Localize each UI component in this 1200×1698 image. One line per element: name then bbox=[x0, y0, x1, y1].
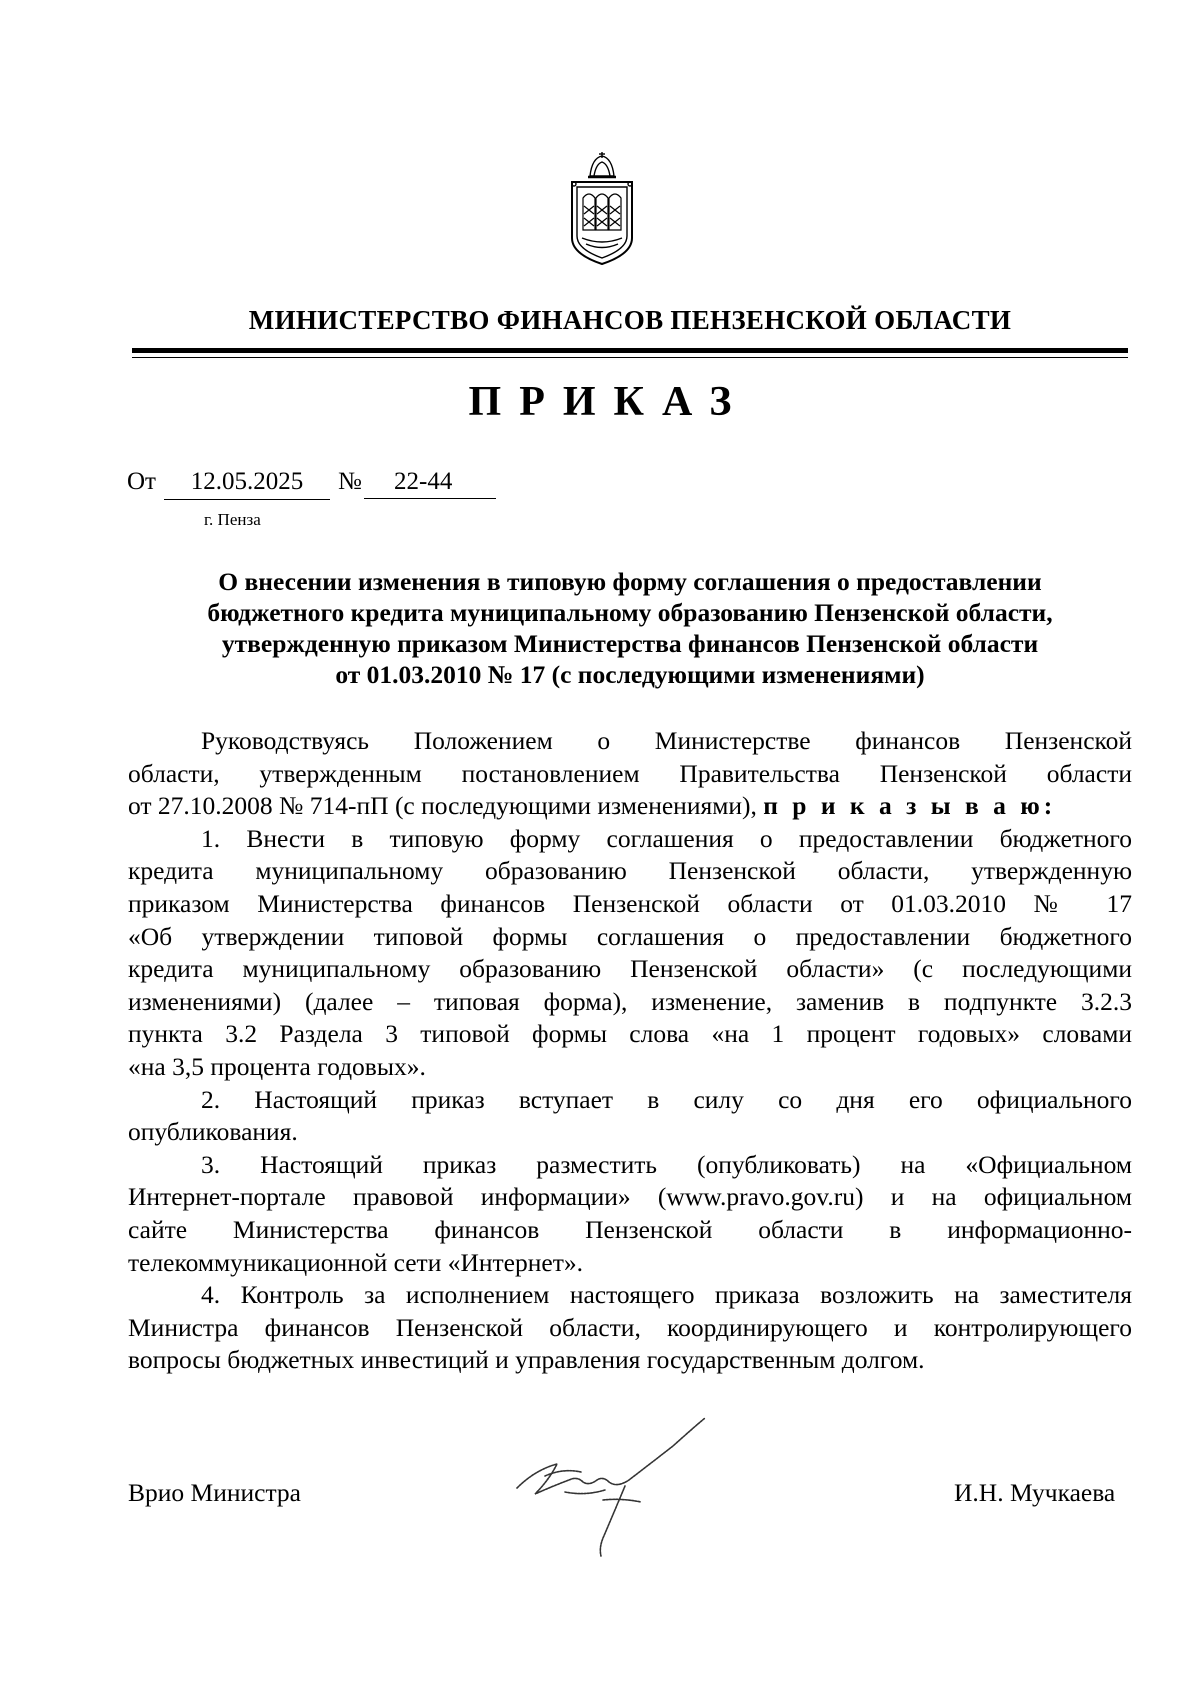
body-line: Министра финансов Пензенской области, координирующего и контролирующего bbox=[128, 1312, 1132, 1342]
body-line: Интернет-портале правовой информации» (www.pravo.gov.ru) и на официальном bbox=[128, 1182, 1132, 1212]
body-line: 3. Настоящий приказ разместить (опубликовать) на «Официальном bbox=[201, 1149, 1132, 1179]
order-date: 12.05.2025 bbox=[164, 468, 330, 500]
handwritten-signature-icon bbox=[505, 1410, 745, 1560]
directive-word: п р и к а з ы в а ю: bbox=[763, 791, 1057, 821]
body-line: 2. Настоящий приказ вступает в силу со дня его официального bbox=[201, 1084, 1132, 1114]
body-line: изменениями) (далее – типовая форма), изменение, заменив в подпункте 3.2.3 bbox=[128, 986, 1132, 1016]
title-line: утвержденную приказом Министерства финансов Пензенской области bbox=[221, 629, 1039, 658]
title-line: от 01.03.2010 № 17 (с последующими изменениями) bbox=[335, 660, 925, 689]
body-line: пункта 3.2 Раздела 3 типовой формы слова «на 1 процент годовых» словами bbox=[128, 1019, 1132, 1049]
body-line: опубликования. bbox=[128, 1117, 298, 1147]
coat-of-arms-icon bbox=[568, 150, 636, 268]
body-line: приказом Министерства финансов Пензенской области от 01.03.2010 № 17 bbox=[128, 888, 1132, 918]
number-label: № bbox=[338, 468, 362, 495]
body-line: Руководствуясь Положением о Министерстве финансов Пензенской bbox=[201, 726, 1132, 755]
signatory-position: Врио Министра bbox=[128, 1478, 301, 1507]
title-line: бюджетного кредита муниципальному образованию Пензенской области, bbox=[207, 598, 1053, 627]
body-line: «на 3,5 процента годовых». bbox=[128, 1051, 426, 1081]
body-line-with-directive bbox=[128, 790, 1132, 823]
order-title bbox=[130, 566, 1130, 690]
body-line: кредита муниципальному образованию Пензенской области» (с последующими bbox=[128, 954, 1132, 984]
body-line: телекоммуникационной сети «Интернет». bbox=[128, 1247, 583, 1277]
body-line: области, утвержденным постановлением Правительства Пензенской области bbox=[128, 758, 1132, 788]
header-rule-thick bbox=[132, 348, 1128, 353]
header-rule-thin bbox=[132, 357, 1128, 358]
signatory-name: И.Н. Мучкаева bbox=[954, 1478, 1116, 1507]
order-number: 22-44 bbox=[364, 468, 496, 499]
city: г. Пенза bbox=[204, 510, 261, 529]
body-line: сайте Министерства финансов Пензенской области в информационно- bbox=[128, 1214, 1132, 1244]
date-label: От bbox=[127, 468, 156, 495]
body-line: 4. Контроль за исполнением настоящего приказа возложить на заместителя bbox=[201, 1280, 1132, 1310]
order-body bbox=[128, 725, 1132, 1377]
body-line: 1. Внести в типовую форму соглашения о предоставлении бюджетного bbox=[201, 823, 1132, 853]
body-line-text: от 27.10.2008 № 714-пП (с последующими изменениями), bbox=[128, 791, 757, 821]
body-line: кредита муниципальному образованию Пензенской области, утвержденную bbox=[128, 856, 1132, 886]
document-type-title: ПРИКАЗ bbox=[468, 379, 750, 425]
ministry-name: МИНИСТЕРСТВО ФИНАНСОВ ПЕНЗЕНСКОЙ ОБЛАСТИ bbox=[248, 305, 1012, 335]
title-line: О внесении изменения в типовую форму соглашения о предоставлении bbox=[218, 567, 1042, 596]
body-line: вопросы бюджетных инвестиций и управления государственным долгом. bbox=[128, 1345, 925, 1375]
body-line: «Об утверждении типовой формы соглашения о предоставлении бюджетного bbox=[128, 921, 1132, 951]
